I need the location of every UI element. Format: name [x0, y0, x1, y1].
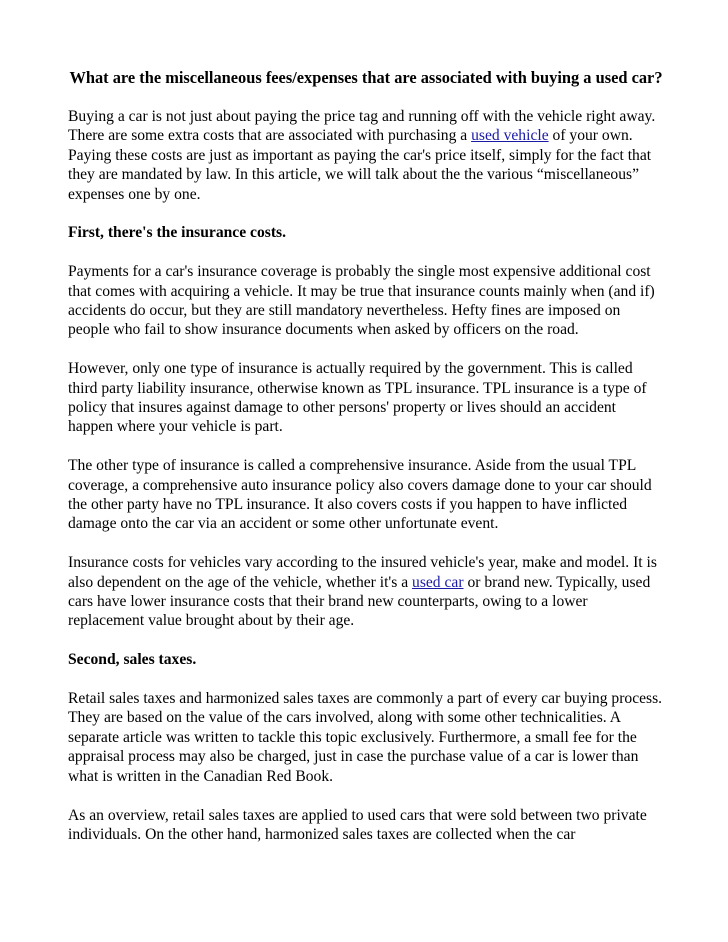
document-page	[68, 68, 664, 864]
insurance-paragraph-1: Payments for a car's insurance coverage is probably the single most expensive additional cost that comes with acquiring a vehicle. It may be true that insurance counts mainly when (and if) accidents do occur, but they are still mandatory nevertheless. Hefty fines are imposed on people who fail to show insurance documents when asked by officers on the road.	[68, 263, 655, 339]
intro-text-start: Buying a car is not just about paying the price tag and running off with the vehicle right away. There are some extra costs that are associated with purchasing a	[68, 108, 656, 145]
insurance-paragraph-3: The other type of insurance is called a comprehensive insurance. Aside from the usual TPL coverage, a comprehensive auto insurance policy also covers damage done to your car should the other party have no TPL insurance. It also covers costs if you happen to have inflicted damage onto the car via an accident or some other unfortunate event.	[68, 457, 652, 533]
insurance-paragraph-4	[68, 553, 664, 631]
intro-text-end: of your own. Paying these costs are just as important as paying the car's price itself, simply for the fact that they are mandated by law. In this article, we will talk about the the various “miscellaneous” expenses one by one.	[68, 127, 652, 203]
sales-taxes-heading: Second, sales taxes.	[68, 651, 197, 669]
insurance-p4-text-end: or brand new. Typically, used cars have lower insurance costs that their brand new counterparts, owing to a lower replacement value brought about by their age.	[68, 573, 651, 630]
insurance-heading: First, there's the insurance costs.	[68, 224, 286, 242]
used-car-link[interactable]: used car	[412, 573, 464, 591]
insurance-paragraph-2: However, only one type of insurance is actually required by the government. This is called third party liability insurance, otherwise known as TPL insurance. TPL insurance is a type of policy that insures against damage to other persons' property or lives should an accident happen where your vehicle is part.	[68, 360, 647, 436]
page-title: What are the miscellaneous fees/expenses that are associated with buying a used car?	[69, 68, 663, 87]
insurance-p4-text-start: Insurance costs for vehicles vary according to the insured vehicle's year, make and model. It is also dependent on the age of the vehicle, whether it's a	[68, 554, 657, 591]
intro-paragraph	[68, 107, 664, 204]
used-vehicle-link[interactable]: used vehicle	[471, 127, 549, 145]
sales-taxes-paragraph-2: As an overview, retail sales taxes are applied to used cars that were sold between two private individuals. On the other hand, harmonized sales taxes are collected when the car	[68, 806, 647, 843]
sales-taxes-paragraph-1: Retail sales taxes and harmonized sales taxes are commonly a part of every car buying process. They are based on the value of the cars involved, along with some other technicalities. A separate article was written to tackle this topic exclusively. Furthermore, a small fee for the appraisal process may also be charged, just in case the purchase value of a car is lower than what is written in the Canadian Red Book.	[68, 690, 663, 785]
